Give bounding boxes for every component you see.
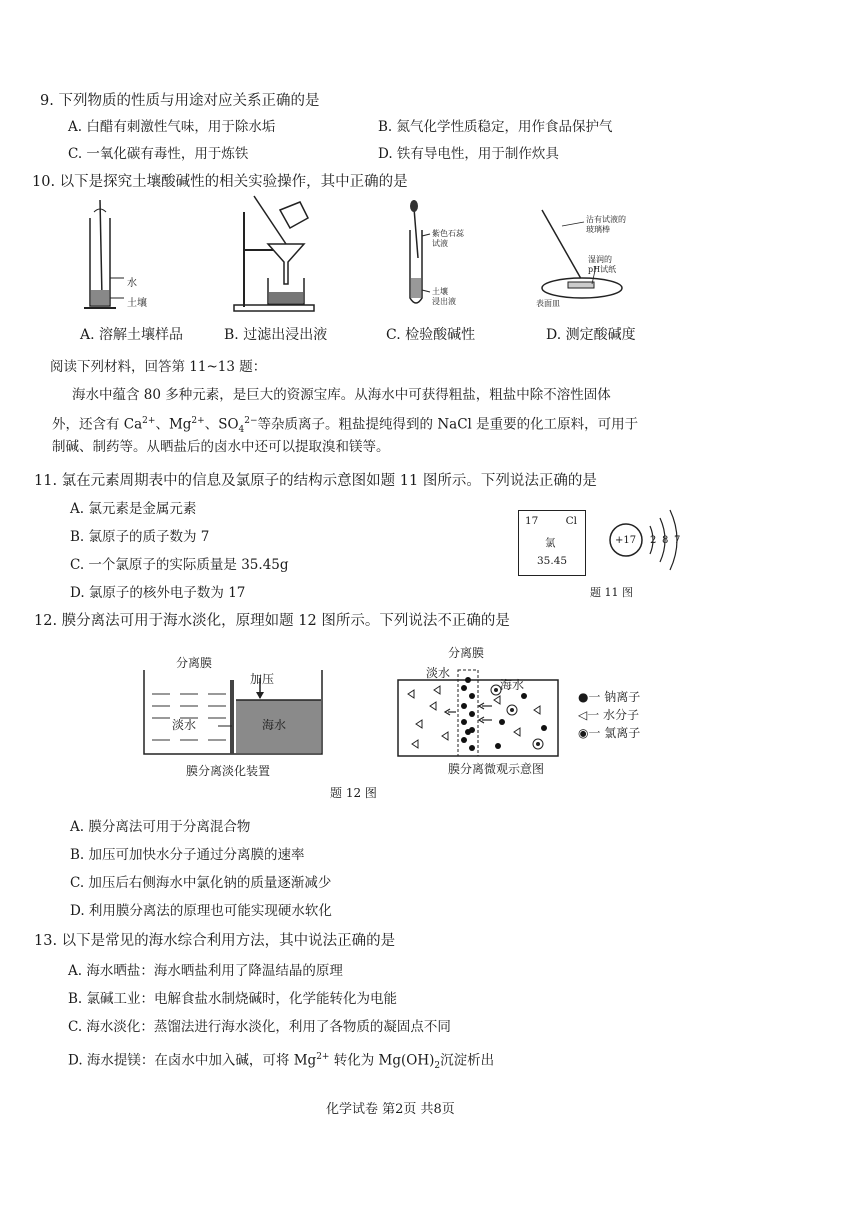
atomic-number: 17 bbox=[525, 515, 539, 527]
label-rod-2: 玻璃棒 bbox=[586, 225, 610, 234]
q11-stem: 11. 氯在元素周期表中的信息及氯原子的结构示意图如题 11 图所示。下列说法正确的是 bbox=[34, 473, 597, 489]
label-membrane-left: 分离膜 bbox=[176, 656, 213, 670]
q9-option-a: A. 白醋有刺激性气味，用于除水垢 bbox=[68, 119, 276, 135]
label-rod-1: 沾有试液的 bbox=[586, 215, 626, 224]
q13-option-d: D. 海水提镁：在卤水中加入碱，可将 $Mg^{2+}$ 转化为 $Mg(OH)_2$沉淀析出 bbox=[68, 1052, 495, 1072]
caption-device: 膜分离淡化装置 bbox=[186, 764, 271, 778]
q11-option-d: D. 氯原子的核外电子数为 17 bbox=[70, 585, 246, 601]
q10-option-a: A. 溶解土壤样品 bbox=[80, 327, 184, 343]
label-fresh-right: 淡水 bbox=[426, 666, 451, 680]
shell-2-count: 8 bbox=[662, 535, 669, 546]
reading-line-2: 外，还含有 $Ca^{2+}$、$Mg^{2+}$、$SO_4^{2-}$等杂质离子。粗盐提纯得到的 NaCl 是重要的化工原料，可用于 bbox=[52, 416, 639, 436]
q9-option-c: C. 一氧化碳有毒性，用于炼铁 bbox=[68, 146, 249, 162]
nucleus-charge: +17 bbox=[615, 535, 637, 546]
label-pressure: 加压 bbox=[250, 672, 275, 686]
q10-option-b: B. 过滤出浸出液 bbox=[224, 327, 328, 343]
q12-option-b: B. 加压可加快水分子通过分离膜的速率 bbox=[70, 847, 305, 863]
q11-option-c: C. 一个氯原子的实际质量是 35.45g bbox=[70, 557, 289, 573]
caption-micro: 膜分离微观示意图 bbox=[448, 762, 545, 776]
q12-option-c: C. 加压后右侧海水中氯化钠的质量逐渐减少 bbox=[70, 875, 332, 891]
element-symbol: Cl bbox=[565, 515, 577, 527]
q12-stem: 12. 膜分离法可用于海水淡化，原理如题 12 图所示。下列说法不正确的是 bbox=[34, 613, 510, 629]
atomic-mass: 35.45 bbox=[537, 555, 568, 567]
label-litmus-2: 试液 bbox=[432, 239, 448, 248]
label-fresh-left: 淡水 bbox=[172, 718, 197, 732]
fig12-caption: 题 12 图 bbox=[330, 786, 377, 800]
q9-stem: 9. 下列物质的性质与用途对应关系正确的是 bbox=[40, 93, 320, 109]
shell-1-count: 2 bbox=[650, 535, 657, 546]
label-ph-paper-1: 湿润的 bbox=[588, 255, 612, 264]
q9-option-b: B. 氮气化学性质稳定，用作食品保护气 bbox=[378, 119, 613, 135]
label-watch-glass: 表面皿 bbox=[536, 299, 560, 308]
label-extract-2: 浸出液 bbox=[432, 297, 456, 306]
label-litmus-1: 紫色石蕊 bbox=[432, 229, 464, 238]
reading-line-1: 海水中蕴含 80 多种元素，是巨大的资源宝库。从海水中可获得粗盐，粗盐中除不溶性固体 bbox=[72, 387, 611, 403]
page-footer: 化学试卷 第2页 共8页 bbox=[326, 1102, 455, 1117]
label-sea-left: 海水 bbox=[262, 718, 287, 732]
q10-option-d: D. 测定酸碱度 bbox=[546, 327, 636, 343]
q11-option-a: A. 氯元素是金属元素 bbox=[70, 501, 197, 517]
element-name: 氯 bbox=[545, 537, 556, 549]
fig11-caption: 题 11 图 bbox=[590, 586, 633, 599]
fig-membrane-device bbox=[140, 650, 330, 760]
reading-intro: 阅读下列材料，回答第 11~13 题： bbox=[50, 359, 267, 375]
fig-filtration bbox=[232, 192, 342, 317]
q11-option-b: B. 氯原子的质子数为 7 bbox=[70, 529, 210, 545]
q13-option-c: C. 海水淡化：蒸馏法进行海水淡化，利用了各物质的凝固点不同 bbox=[68, 1019, 451, 1035]
label-sea-right: 海水 bbox=[500, 678, 525, 692]
legend-chloride: ◉一 氯离子 bbox=[578, 726, 641, 740]
periodic-cell-chlorine bbox=[518, 510, 586, 576]
q10-option-c: C. 检验酸碱性 bbox=[386, 327, 476, 343]
label-soil: 土壤 bbox=[127, 298, 147, 309]
label-water: 水 bbox=[127, 278, 137, 289]
q12-option-d: D. 利用膜分离法的原理也可能实现硬水软化 bbox=[70, 903, 332, 919]
q9-option-d: D. 铁有导电性，用于制作炊具 bbox=[378, 146, 559, 162]
q10-stem: 10. 以下是探究土壤酸碱性的相关实验操作，其中正确的是 bbox=[32, 174, 408, 190]
reading-line-3: 制碱、制药等。从晒盐后的卤水中还可以提取溴和镁等。 bbox=[52, 439, 390, 455]
label-ph-paper-2: pH试纸 bbox=[588, 265, 617, 274]
label-membrane-right: 分离膜 bbox=[448, 646, 485, 660]
shell-3-count: 7 bbox=[674, 535, 681, 546]
legend-water: ◁一 水分子 bbox=[578, 708, 640, 722]
q13-option-b: B. 氯碱工业：电解食盐水制烧碱时，化学能转化为电能 bbox=[68, 991, 398, 1007]
fig-membrane-micro bbox=[394, 660, 564, 760]
legend-sodium: ●一 钠离子 bbox=[578, 690, 641, 704]
label-extract-1: 土壤 bbox=[432, 287, 448, 296]
q12-option-a: A. 膜分离法可用于分离混合物 bbox=[70, 819, 251, 835]
q13-stem: 13. 以下是常见的海水综合利用方法，其中说法正确的是 bbox=[34, 933, 396, 949]
q13-option-a: A. 海水晒盐：海水晒盐利用了降温结晶的原理 bbox=[68, 963, 343, 979]
